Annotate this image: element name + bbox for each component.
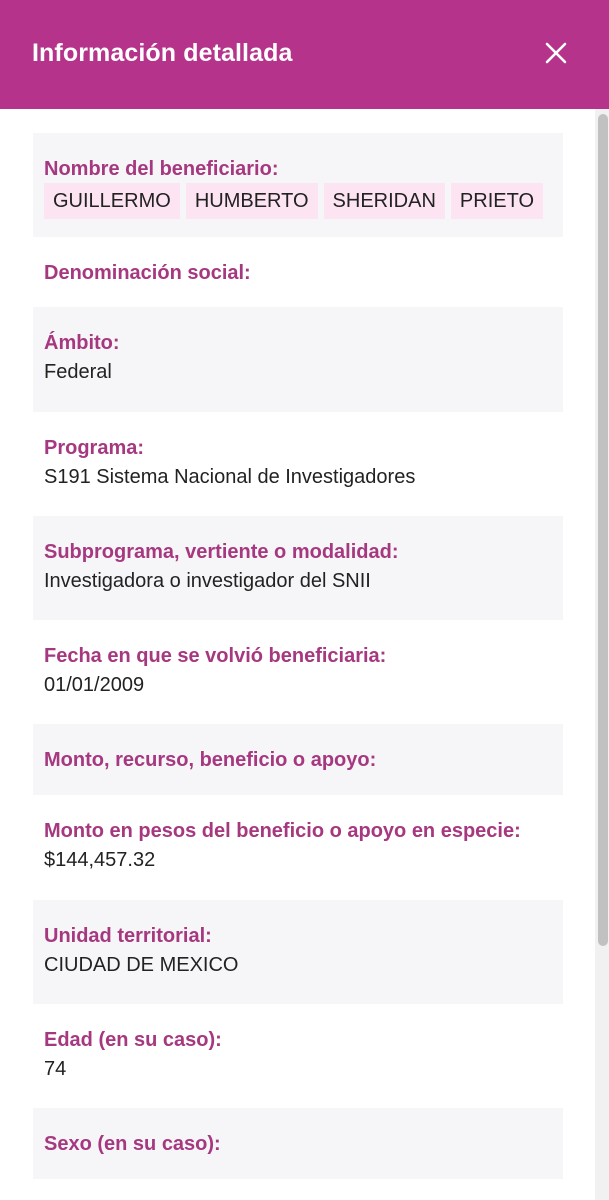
field-label: Ámbito:: [44, 332, 120, 354]
field-value: $144,457.32: [44, 849, 156, 871]
dialog-header: [0, 0, 609, 109]
field-unidad: [33, 900, 563, 1004]
field-sexo: [33, 1108, 563, 1179]
field-value: 01/01/2009: [44, 674, 145, 696]
name-chip: GUILLERMO: [44, 183, 180, 219]
field-monto-pesos: [33, 795, 563, 900]
field-label: Programa:: [44, 437, 145, 459]
field-label: Nombre del beneficiario:: [44, 158, 279, 180]
scrollbar-thumb[interactable]: [598, 114, 608, 946]
name-chip: HUMBERTO: [186, 183, 318, 219]
field-label: Unidad territorial:: [44, 925, 212, 947]
close-icon[interactable]: [541, 38, 571, 68]
field-label: Monto, recurso, beneficio o apoyo:: [44, 749, 377, 771]
field-label: Sexo (en su caso):: [44, 1133, 221, 1155]
name-chip: SHERIDAN: [324, 183, 445, 219]
field-label: Monto en pesos del beneficio o apoyo en especie:: [44, 820, 521, 842]
detail-list: [33, 133, 563, 1179]
field-value: Federal: [44, 361, 112, 383]
dialog-body: [0, 109, 609, 1200]
field-label: Edad (en su caso):: [44, 1029, 222, 1051]
field-label: Subprograma, vertiente o modalidad:: [44, 541, 399, 563]
field-beneficiario: [33, 133, 563, 237]
name-chips: [44, 183, 552, 219]
dialog-title: Información detallada: [32, 39, 293, 67]
field-value: Investigadora o investigador del SNII: [44, 570, 371, 592]
field-ambito: [33, 307, 563, 412]
field-programa: [33, 412, 563, 516]
field-value: S191 Sistema Nacional de Investigadores: [44, 466, 416, 488]
field-label: Fecha en que se volvió beneficiaria:: [44, 645, 387, 667]
field-fecha: [33, 620, 563, 724]
field-value: CIUDAD DE MEXICO: [44, 954, 239, 976]
field-edad: [33, 1004, 563, 1108]
field-subprograma: [33, 516, 563, 620]
field-label: Denominación social:: [44, 262, 251, 284]
field-monto-recurso: [33, 724, 563, 795]
field-value: 74: [44, 1058, 67, 1080]
name-chip: PRIETO: [451, 183, 543, 219]
field-denominacion: [33, 237, 563, 307]
